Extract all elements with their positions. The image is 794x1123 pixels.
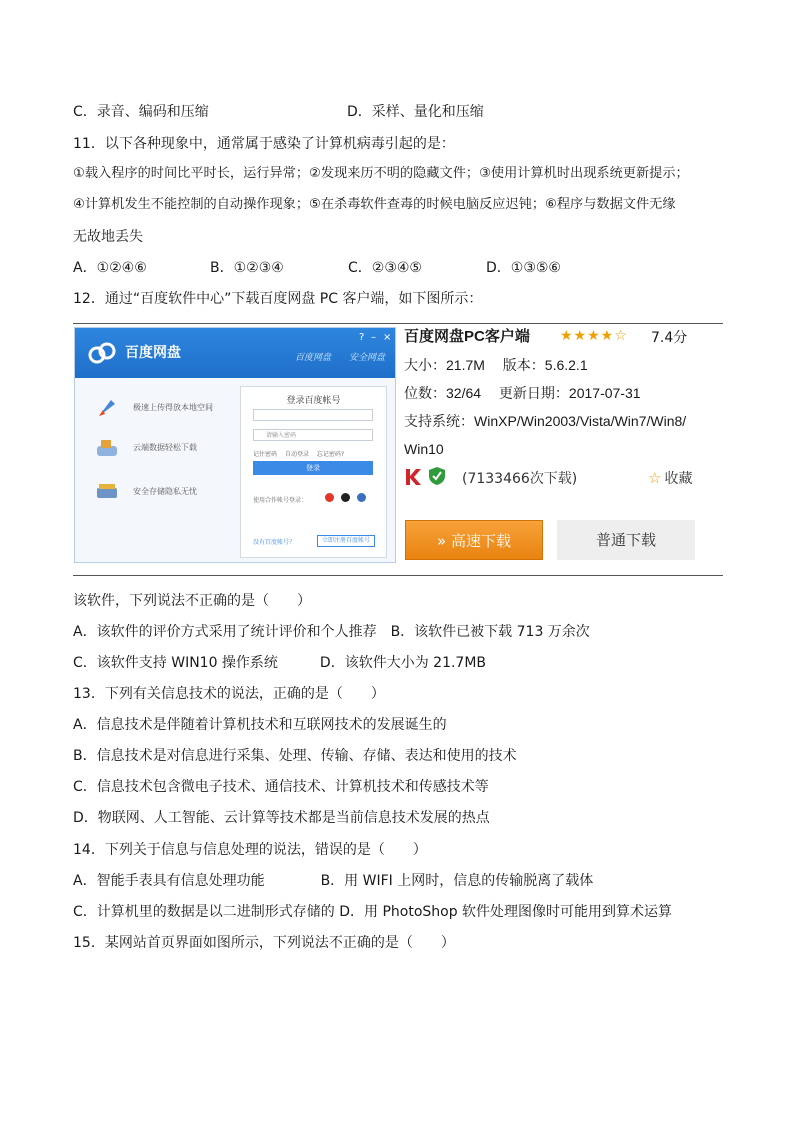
forgot-password-link[interactable]: 忘记密码?	[316, 451, 345, 458]
q11-body-line3: 无故地丢失	[73, 229, 143, 245]
rating-score: 7.4分	[651, 330, 688, 346]
security-shield-icon	[428, 466, 446, 486]
login-button[interactable]: 登录	[253, 461, 373, 475]
client-brand: 百度网盘	[125, 344, 181, 360]
q15-stem: 15．某网站首页界面如图所示，下列说法不正确的是（ ）	[73, 935, 455, 951]
download-count: (7133466次下载)	[462, 471, 578, 487]
partner-login-label: 使用合作帐号登录：	[253, 497, 308, 504]
software-title: 百度网盘PC客户端	[404, 328, 530, 345]
q14-options-line1: A．智能手表具有信息处理功能 B．用 WIFI 上网时，信息的传输脱离了载体	[73, 873, 594, 889]
fast-download-label: 高速下载	[450, 532, 511, 550]
supported-systems: 支持系统：WinXP/Win2003/Vista/Win7/Win8/	[404, 413, 687, 429]
auto-login-checkbox[interactable]: 自动登录	[284, 451, 309, 458]
q13-stem: 13．下列有关信息技术的说法，正确的是（ ）	[73, 686, 385, 702]
login-options	[253, 449, 350, 458]
q13-option-a: A．信息技术是伴随着计算机技术和互联网技术的发展诞生的	[73, 717, 447, 733]
username-input[interactable]	[253, 409, 373, 421]
feature-secure-label: 安全存储隐私无忧	[133, 487, 197, 496]
q11-body-line2: ④计算机发生不能控制的自动操作现象；⑤在杀毒软件查毒的时候电脑反应迟钝；⑥程序与数据文件无缘	[73, 197, 676, 212]
q11-body-line1: ①载入程序的时间比平时长，运行异常；②发现来历不明的隐藏文件；③使用计算机时出现系统更新提示；	[73, 166, 689, 181]
register-button[interactable]: 立即注册百度帐号	[317, 535, 375, 547]
feature-upload-label: 极速上传得放本地空间	[133, 403, 213, 412]
normal-download-button[interactable]: 普通下载	[557, 520, 695, 560]
cloud-download-icon	[93, 434, 121, 462]
q12-question: 该软件，下列说法不正确的是（ ）	[73, 593, 311, 609]
size-version: 大小：21.7M 版本：5.6.2.1	[404, 357, 588, 373]
feature-upload	[93, 394, 243, 424]
chevron-down-icon: »	[437, 532, 447, 550]
supported-systems-cont: Win10	[404, 441, 444, 457]
q13-option-b: B．信息技术是对信息进行采集、处理、传输、存储、表达和使用的技术	[73, 748, 517, 764]
no-account-label: 没有百度帐号？	[253, 539, 296, 546]
kaspersky-icon	[404, 467, 424, 487]
rating-stars-icon: ★★★★☆	[560, 328, 628, 344]
favorite-button[interactable]	[648, 468, 692, 488]
figure-bottom-rule	[73, 575, 723, 576]
feature-download-label: 云端数据轻松下载	[133, 443, 197, 452]
star-outline-icon: ☆	[648, 469, 662, 487]
minimize-button[interactable]: –	[371, 332, 376, 343]
feature-download	[93, 434, 243, 464]
bits-update-date: 位数：32/64 更新日期：2017-07-31	[404, 385, 641, 401]
rocket-icon	[93, 394, 121, 422]
login-title: 登录百度帐号	[286, 396, 341, 406]
close-button[interactable]: ×	[383, 332, 392, 343]
figure-top-rule	[73, 323, 723, 324]
baidu-netdisk-client-window	[74, 327, 396, 563]
cloud-logo-icon	[87, 338, 117, 368]
client-slogan: 百度网盘 安全网盘	[295, 352, 386, 362]
weibo-icon[interactable]	[325, 493, 334, 502]
client-header	[75, 328, 395, 378]
q12-options-line2: C．该软件支持 WIN10 操作系统 D．该软件大小为 21.7MB	[73, 655, 487, 671]
qq-icon[interactable]	[341, 493, 350, 502]
q10-option-c: C．录音、编码和压缩	[73, 104, 209, 120]
q12-options-line1: A．该软件的评价方式采用了统计评价和个人推荐 B．该软件已被下载 713 万余次	[73, 624, 590, 640]
remember-password-checkbox[interactable]: 记住密码	[253, 451, 278, 458]
q11-stem: 11．以下各种现象中，通常属于感染了计算机病毒引起的是：	[73, 136, 455, 152]
fast-download-button[interactable]	[405, 520, 543, 560]
q11-option-a: A．①②④⑥	[73, 260, 147, 276]
favorite-label: 收藏	[664, 471, 693, 487]
password-input[interactable]: 请输入密码	[253, 429, 373, 441]
q10-option-d: D．采样、量化和压缩	[347, 104, 484, 120]
q11-option-b: B．①②③④	[210, 260, 284, 276]
q13-option-c: C．信息技术包含微电子技术、通信技术、计算机技术和传感技术等	[73, 779, 489, 795]
feature-secure	[93, 478, 243, 508]
help-button[interactable]: ?	[359, 332, 365, 343]
q14-stem: 14．下列关于信息与信息处理的说法，错误的是（ ）	[73, 842, 427, 858]
q11-option-c: C．②③④⑤	[348, 260, 422, 276]
q13-option-d: D．物联网、人工智能、云计算等技术都是当前信息技术发展的热点	[73, 810, 490, 826]
q11-option-d: D．①③⑤⑥	[486, 260, 561, 276]
q12-stem: 12．通过“百度软件中心”下载百度网盘 PC 客户端，如下图所示：	[73, 291, 483, 307]
storage-icon	[93, 478, 121, 506]
login-panel	[240, 386, 387, 558]
partner-account-icon[interactable]	[357, 493, 366, 502]
q14-options-line2: C．计算机里的数据是以二进制形式存储的 D．用 PhotoShop 软件处理图像时可能用到算术运算	[73, 904, 673, 920]
